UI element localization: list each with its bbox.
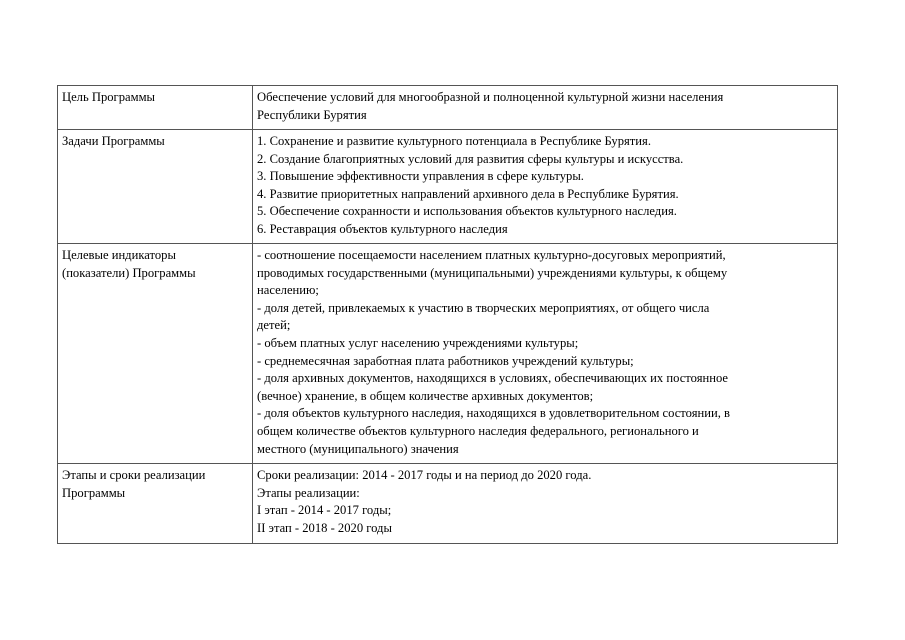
table-row-indicators: [58, 244, 838, 464]
value-line: населению;: [257, 283, 319, 298]
value-line: проводимых государственными (муниципальными) учреждениями культуры, к общему: [257, 265, 728, 280]
value-line: Обеспечение условий для многообразной и полноценной культурной жизни населения: [257, 90, 724, 104]
row-value-cell: [253, 86, 838, 130]
table-row-goal: [58, 86, 838, 130]
row-label-line: Этапы и сроки реализации: [62, 468, 206, 482]
row-label-cell: [58, 86, 253, 130]
row-label-line: Программы: [62, 485, 126, 500]
row-label-cell: [58, 464, 253, 544]
row-label: Цель Программы: [62, 90, 156, 104]
row-label-cell: [58, 244, 253, 464]
value-line: общем количестве объектов культурного наследия федерального, регионального и: [257, 423, 699, 438]
row-value-cell: [253, 464, 838, 544]
value-line: 4. Развитие приоритетных направлений архивного дела в Республике Бурятия.: [257, 186, 679, 201]
value-line: - среднемесячная заработная плата работников учреждений культуры;: [257, 353, 634, 368]
value-line: 2. Создание благоприятных условий для развития сферы культуры и искусства.: [257, 151, 684, 166]
program-passport-table: [57, 85, 838, 544]
value-line: Сроки реализации: 2014 - 2017 годы и на период до 2020 года.: [257, 468, 592, 482]
value-line: 3. Повышение эффективности управления в сфере культуры.: [257, 169, 584, 184]
row-value-cell: [253, 244, 838, 464]
row-value-cell: [253, 130, 838, 244]
value-line: местного (муниципального) значения: [257, 441, 459, 456]
table-row-stages: [58, 464, 838, 544]
value-line: - доля архивных документов, находящихся в условиях, обеспечивающих их постоянное: [257, 371, 729, 386]
value-line: - доля объектов культурного наследия, находящихся в удовлетворительном состоянии, в: [257, 406, 730, 421]
value-line: 6. Реставрация объектов культурного наследия: [257, 221, 508, 236]
value-line: 5. Обеспечение сохранности и использования объектов культурного наследия.: [257, 204, 677, 219]
row-label-line: (показатели) Программы: [62, 265, 196, 280]
value-line: - доля детей, привлекаемых к участию в творческих мероприятиях, от общего числа: [257, 300, 710, 315]
value-line: (вечное) хранение, в общем количестве архивных документов;: [257, 388, 594, 403]
value-line: - объем платных услуг населению учреждениями культуры;: [257, 335, 579, 350]
row-label-cell: [58, 130, 253, 244]
value-line: Республики Бурятия: [257, 107, 367, 122]
value-line: II этап - 2018 - 2020 годы: [257, 520, 392, 535]
value-line: 1. Сохранение и развитие культурного потенциала в Республике Бурятия.: [257, 134, 651, 148]
value-line: I этап - 2014 - 2017 годы;: [257, 503, 392, 518]
table-row-tasks: [58, 130, 838, 244]
row-label: Задачи Программы: [62, 134, 165, 148]
value-line: - соотношение посещаемости населением платных культурно-досуговых мероприятий,: [257, 248, 726, 262]
value-line: Этапы реализации:: [257, 485, 360, 500]
row-label-line: Целевые индикаторы: [62, 248, 176, 262]
value-line: детей;: [257, 318, 291, 333]
